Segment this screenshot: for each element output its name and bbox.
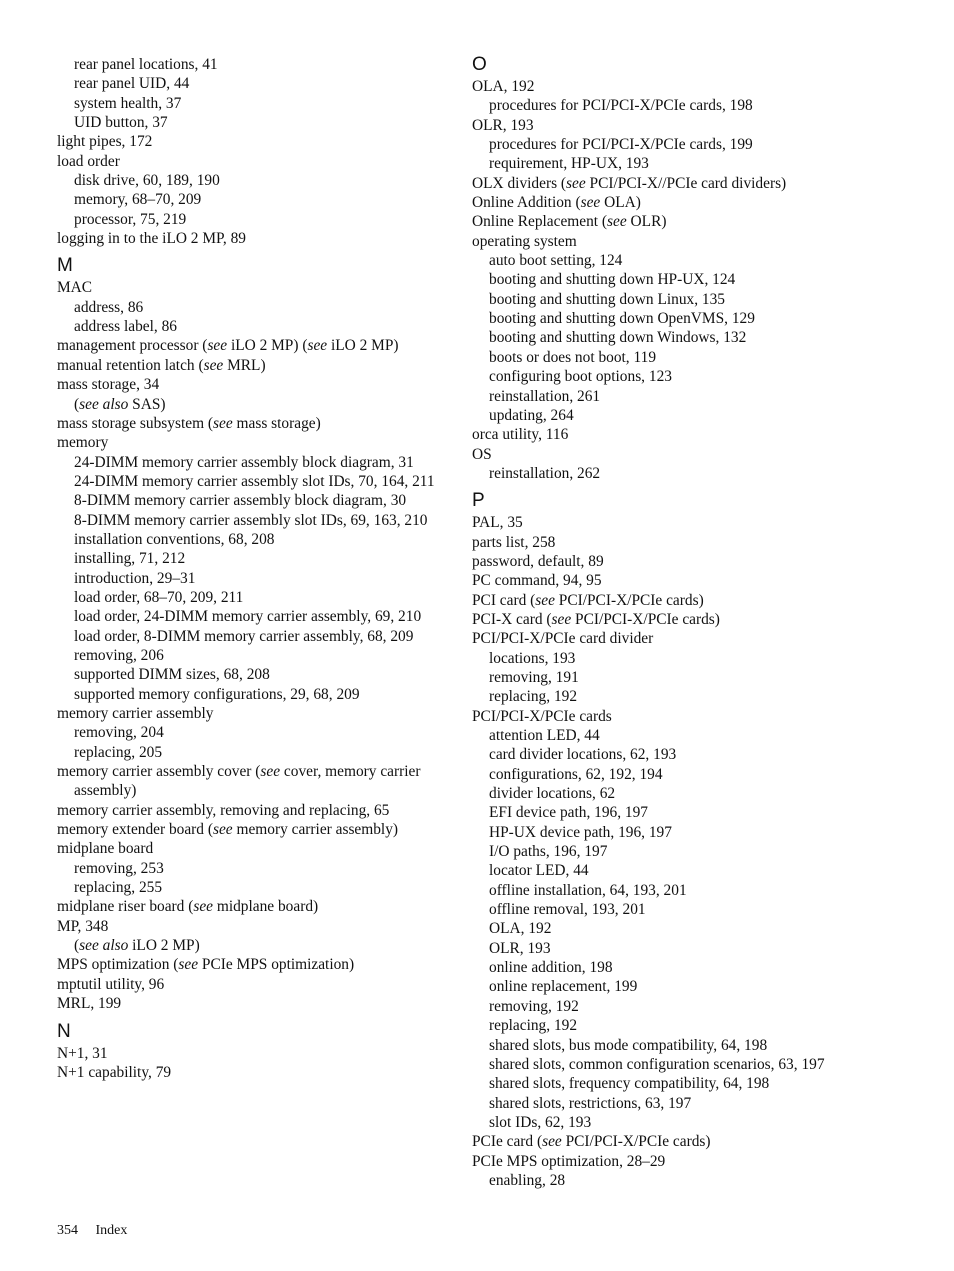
- index-subentry: installing, 71, 212: [74, 550, 186, 568]
- see-reference: see: [178, 956, 199, 974]
- index-subentry: removing, 253: [74, 859, 164, 877]
- index-entry: [57, 414, 457, 433]
- index-entry: PC command, 94, 95: [472, 572, 602, 590]
- see-reference: see: [607, 213, 627, 231]
- see-reference: see also: [79, 937, 129, 955]
- entry-text: PCI/PCI-X/PCIe cards): [554, 591, 704, 609]
- index-subentry: booting and shutting down Linux, 135: [489, 290, 725, 308]
- index-subentry: address, 86: [74, 298, 144, 316]
- index-subentry: offline removal, 193, 201: [489, 901, 646, 919]
- index-subentry: configuring boot options, 123: [489, 368, 672, 386]
- index-subentry: booting and shutting down Windows, 132: [489, 329, 747, 347]
- see-reference: see: [260, 763, 281, 781]
- index-subentry: supported memory configurations, 29, 68, 209: [74, 685, 360, 703]
- index-subentry: UID button, 37: [74, 114, 168, 132]
- index-subentry: removing, 192: [489, 997, 579, 1015]
- index-subentry: removing, 206: [74, 646, 164, 664]
- index-subentry: replacing, 192: [489, 1017, 578, 1035]
- index-entry: memory: [57, 434, 109, 452]
- index-entry: load order: [57, 152, 120, 170]
- entry-text: PCIe MPS optimization): [198, 956, 355, 974]
- entry-text: (: [74, 395, 80, 413]
- index-entry: PAL, 35: [472, 514, 523, 532]
- index-subentry: offline installation, 64, 193, 201: [489, 881, 687, 899]
- index-entry: orca utility, 116: [472, 426, 569, 444]
- index-subentry: load order, 8-DIMM memory carrier assembly, 68, 209: [74, 627, 414, 645]
- index-entry: N+1, 31: [57, 1044, 108, 1062]
- index-entry: [472, 1132, 912, 1151]
- index-subentry: reinstallation, 262: [489, 464, 601, 482]
- index-subentry: shared slots, restrictions, 63, 197: [489, 1094, 692, 1112]
- index-subentry: disk drive, 60, 189, 190: [74, 172, 220, 190]
- entry-text: PCI/PCI-X/PCIe cards): [561, 1133, 711, 1151]
- see-reference: see: [566, 174, 586, 192]
- index-entry: OS: [472, 445, 492, 463]
- index-subentry: boots or does not boot, 119: [489, 348, 657, 366]
- index-entry: OLR, 193: [472, 116, 534, 134]
- index-entry: parts list, 258: [472, 533, 556, 551]
- entry-text: memory carrier assembly cover (: [57, 763, 261, 781]
- index-subentry: shared slots, frequency compatibility, 64, 198: [489, 1075, 770, 1093]
- index-subentry: removing, 191: [489, 668, 579, 686]
- entry-text: management processor (: [57, 337, 208, 355]
- entry-text: memory extender board (: [57, 821, 213, 839]
- index-entry: mass storage, 34: [57, 376, 160, 394]
- index-subentry: HP-UX device path, 196, 197: [489, 823, 672, 841]
- index-subentry: requirement, HP-UX, 193: [489, 155, 649, 173]
- index-entry: [57, 820, 457, 839]
- index-entry: operating system: [472, 232, 577, 250]
- entry-text: MPS optimization (: [57, 956, 179, 974]
- entry-text: PCI-X card (: [472, 610, 552, 628]
- index-letter-heading: P: [472, 490, 485, 512]
- entry-text: cover, memory carrier assembly): [74, 763, 421, 800]
- index-entry: OLA, 192: [472, 78, 535, 95]
- index-subentry: shared slots, common configuration scenarios, 63, 197: [489, 1055, 825, 1073]
- index-entry: light pipes, 172: [57, 133, 153, 151]
- index-subentry: procedures for PCI/PCI-X/PCIe cards, 199: [489, 136, 753, 154]
- entry-text: mass storage): [232, 414, 321, 432]
- index-subentry: processor, 75, 219: [74, 210, 187, 228]
- index-entry: [472, 193, 912, 212]
- index-subentry: memory, 68–70, 209: [74, 191, 202, 209]
- index-entry: [472, 212, 912, 231]
- see-reference: see also: [79, 395, 129, 413]
- index-entry: memory carrier assembly, removing and replacing, 65: [57, 801, 390, 819]
- index-entry: [472, 591, 912, 610]
- entry-text: iLO 2 MP): [327, 337, 399, 355]
- entry-text: MRL): [223, 356, 266, 374]
- see-reference: see: [207, 337, 228, 355]
- index-entry: PCIe MPS optimization, 28–29: [472, 1152, 666, 1170]
- index-subentry: EFI device path, 196, 197: [489, 804, 649, 822]
- index-entry: mptutil utility, 96: [57, 975, 165, 993]
- index-entry: MAC: [57, 279, 93, 297]
- entry-text: memory carrier assembly): [232, 821, 399, 839]
- index-subentry: 8-DIMM memory carrier assembly block diagram, 30: [74, 492, 407, 510]
- index-subentry: procedures for PCI/PCI-X/PCIe cards, 198: [489, 97, 753, 115]
- index-subentry: address label, 86: [74, 318, 178, 336]
- index-entry: MP, 348: [57, 917, 109, 935]
- index-subentry: replacing, 255: [74, 879, 163, 897]
- index-subentry: replacing, 192: [489, 688, 578, 706]
- index-subentry: load order, 68–70, 209, 211: [74, 588, 244, 606]
- entry-text: OLR): [626, 213, 667, 231]
- index-subentry: shared slots, bus mode compatibility, 64, 198: [489, 1036, 768, 1054]
- index-subentry: system health, 37: [74, 94, 182, 112]
- entry-text: iLO 2 MP): [128, 937, 200, 955]
- index-subentry: locator LED, 44: [489, 862, 589, 880]
- see-reference: see: [551, 610, 572, 628]
- index-subentry: attention LED, 44: [489, 727, 600, 744]
- entry-text: midplane board): [213, 898, 319, 916]
- index-entry: PCI/PCI-X/PCIe cards: [472, 707, 612, 725]
- entry-text: OLX dividers (: [472, 174, 567, 192]
- index-subentry: auto boot setting, 124: [489, 252, 623, 270]
- entry-text: mass storage subsystem (: [57, 414, 214, 432]
- index-entry: logging in to the iLO 2 MP, 89: [57, 230, 246, 248]
- see-reference: see: [535, 591, 555, 609]
- index-entry: [57, 955, 457, 974]
- entry-text: PCI/PCI-X/PCIe cards): [571, 610, 720, 628]
- index-entry: [57, 336, 457, 355]
- page-footer: [57, 1222, 127, 1240]
- entry-text: Online Addition (: [472, 194, 581, 212]
- index-entry: memory carrier assembly: [57, 705, 214, 722]
- entry-text: PCIe card (: [472, 1133, 543, 1151]
- index-subentry: OLR, 193: [489, 939, 551, 957]
- index-entry: PCI/PCI-X/PCIe card divider: [472, 630, 654, 648]
- see-reference: see: [193, 898, 213, 916]
- see-reference: see: [542, 1133, 562, 1151]
- entry-text: Online Replacement (: [472, 213, 608, 231]
- index-subentry: OLA, 192: [489, 920, 552, 938]
- entry-text: OLA): [600, 194, 641, 212]
- index-subentry: [57, 395, 457, 414]
- index-entry: [472, 610, 912, 629]
- index-subentry: I/O paths, 196, 197: [489, 843, 608, 861]
- index-subentry: load order, 24-DIMM memory carrier assembly, 69, 210: [74, 608, 422, 626]
- index-letter-heading: N: [57, 1020, 71, 1042]
- entry-text: PCI/PCI-X//PCIe card dividers): [585, 174, 787, 192]
- index-subentry: [57, 936, 457, 955]
- index-subentry: 24-DIMM memory carrier assembly slot IDs, 70, 164, 211: [74, 472, 435, 490]
- index-entry: midplane board: [57, 840, 154, 858]
- index-subentry: online replacement, 199: [489, 978, 638, 996]
- entry-text: (: [74, 937, 80, 955]
- index-subentry: rear panel UID, 44: [74, 75, 190, 93]
- index-letter-heading: M: [57, 255, 73, 277]
- index-subentry: rear panel locations, 41: [74, 56, 218, 73]
- index-column-left: [57, 55, 457, 1082]
- index-subentry: 8-DIMM memory carrier assembly slot IDs, 69, 163, 210: [74, 511, 428, 529]
- entry-text: SAS): [128, 395, 166, 413]
- index-subentry: reinstallation, 261: [489, 387, 601, 405]
- page-number: 354: [57, 1223, 78, 1238]
- entry-text: iLO 2 MP) (: [227, 337, 308, 355]
- index-subentry: replacing, 205: [74, 743, 163, 761]
- index-subentry: updating, 264: [489, 406, 574, 424]
- index-entry: [57, 897, 457, 916]
- index-subentry: online addition, 198: [489, 959, 613, 977]
- index-subentry: slot IDs, 62, 193: [489, 1113, 592, 1131]
- index-subentry: introduction, 29–31: [74, 569, 196, 587]
- see-reference: see: [212, 821, 233, 839]
- index-column-right: [472, 55, 912, 1190]
- index-subentry: booting and shutting down HP-UX, 124: [489, 271, 736, 289]
- index-subentry: installation conventions, 68, 208: [74, 530, 275, 548]
- index-subentry: booting and shutting down OpenVMS, 129: [489, 310, 755, 328]
- index-subentry: divider locations, 62: [489, 785, 616, 803]
- index-entry: [57, 762, 457, 801]
- index-subentry: enabling, 28: [489, 1171, 566, 1189]
- entry-text: PCI card (: [472, 591, 536, 609]
- see-reference: see: [203, 356, 224, 374]
- see-reference: see: [213, 414, 233, 432]
- section-name: Index: [95, 1223, 128, 1238]
- see-reference: see: [580, 194, 601, 212]
- index-subentry: 24-DIMM memory carrier assembly block diagram, 31: [74, 453, 414, 471]
- index-subentry: removing, 204: [74, 724, 164, 742]
- index-entry: password, default, 89: [472, 552, 604, 570]
- index-subentry: supported DIMM sizes, 68, 208: [74, 666, 270, 684]
- index-entry: N+1 capability, 79: [57, 1063, 172, 1081]
- index-entry: MRL, 199: [57, 995, 122, 1013]
- see-reference: see: [307, 337, 328, 355]
- index-entry: [57, 356, 457, 375]
- entry-text: manual retention latch (: [57, 356, 204, 374]
- index-entry: [472, 174, 912, 193]
- index-letter-heading: O: [472, 54, 487, 75]
- index-subentry: configurations, 62, 192, 194: [489, 765, 663, 783]
- entry-text: midplane riser board (: [57, 898, 194, 916]
- index-subentry: card divider locations, 62, 193: [489, 746, 677, 764]
- index-subentry: locations, 193: [489, 649, 576, 667]
